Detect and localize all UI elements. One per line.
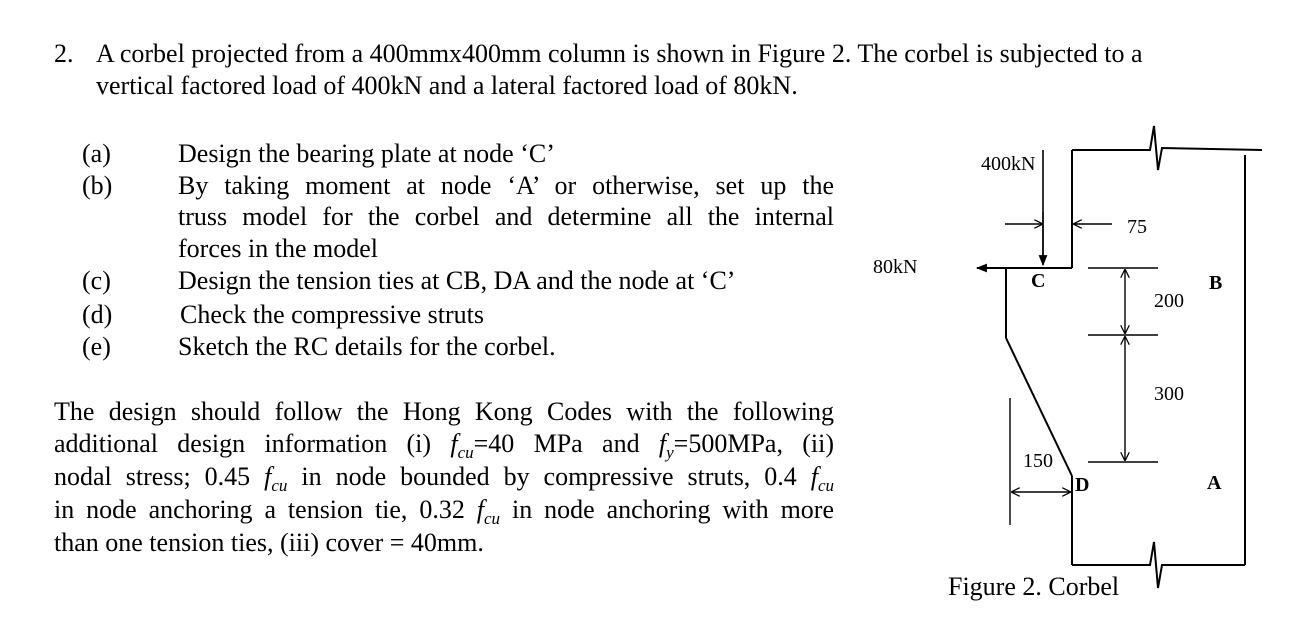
item-text-b-line2: truss model for the corbel and determine all the internal <box>178 202 834 231</box>
item-label-e: (e) <box>82 332 111 361</box>
item-text-e: Sketch the RC details for the corbel. <box>178 332 556 361</box>
label-dim-300: 300 <box>1154 383 1184 405</box>
item-label-b: (b) <box>82 171 113 200</box>
design-info-line1: The design should follow the Hong Kong Codes with the following <box>54 397 834 426</box>
label-dim-75: 75 <box>1127 216 1147 238</box>
item-label-a: (a) <box>82 139 111 168</box>
item-label-d: (d) <box>82 300 113 329</box>
question-number: 2. <box>54 39 74 68</box>
figure-caption: Figure 2. Corbel <box>948 572 1120 601</box>
item-text-b-line1: By taking moment at node ‘A’ or otherwise, set up the <box>178 171 834 200</box>
item-text-b-line3: forces in the model <box>178 234 378 263</box>
item-text-a: Design the bearing plate at node ‘C’ <box>178 139 555 168</box>
design-info-line2: additional design information (i) $f_{cu}=40$ MPa and $f_y=500MPa$, (ii) <box>54 429 835 462</box>
design-info-line4: in node anchoring a tension tie, 0.32 $f_{cu}$ in node anchoring with more <box>54 495 835 528</box>
label-dim-200: 200 <box>1154 290 1184 312</box>
item-text-d: Check the compressive struts <box>180 300 484 329</box>
label-400kN: 400kN <box>981 153 1036 175</box>
column-top-break-line <box>1072 126 1262 170</box>
node-label-A: A <box>1207 472 1222 494</box>
question-intro-line2: vertical factored load of 400kN and a lateral factored load of 80kN. <box>96 71 798 100</box>
node-label-B: B <box>1209 272 1223 294</box>
item-label-c: (c) <box>82 266 111 295</box>
design-info-line5: than one tension ties, (iii) cover = 40mm. <box>54 528 484 557</box>
node-label-C: C <box>1031 270 1046 292</box>
design-info-line3: nodal stress; 0.45 $f_{cu}$ in node bounded by compressive struts, 0.4 $f_{cu}$ <box>54 462 835 495</box>
label-dim-150: 150 <box>1023 450 1053 472</box>
question-intro-line1: A corbel projected from a 400mmx400mm column is shown in Figure 2. The corbel is subjected to a <box>96 39 1143 68</box>
item-text-c: Design the tension ties at CB, DA and the node at ‘C’ <box>178 266 736 295</box>
node-label-D: D <box>1075 474 1090 496</box>
label-80kN: 80kN <box>873 256 918 278</box>
